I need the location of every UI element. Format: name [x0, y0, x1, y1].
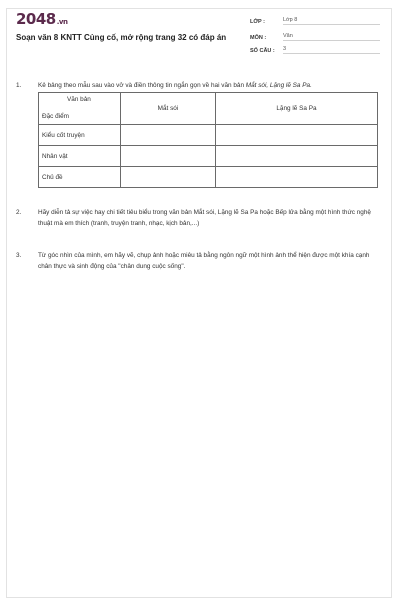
meta-class — [250, 17, 380, 25]
table-row — [39, 125, 378, 146]
meta-subject-value: Văn — [283, 33, 380, 41]
meta-count-value: 3 — [283, 46, 380, 54]
table-row — [39, 146, 378, 167]
row-label: Kiểu cốt truyện — [39, 125, 121, 146]
answer-cell[interactable] — [215, 146, 377, 167]
answer-cell[interactable] — [121, 167, 216, 188]
answer-cell[interactable] — [215, 125, 377, 146]
site-logo[interactable]: 2048.vn — [16, 10, 68, 28]
answer-cell[interactable] — [215, 167, 377, 188]
question-2 — [16, 207, 378, 229]
column-header: Mắt sói — [121, 93, 216, 125]
row-label: Nhân vật — [39, 146, 121, 167]
meta-class-value: Lớp 8 — [283, 17, 380, 25]
answer-cell[interactable] — [121, 146, 216, 167]
meta-subject — [250, 33, 380, 41]
corner-label-top: Văn bản — [67, 96, 91, 103]
table-row — [39, 167, 378, 188]
table-corner-cell — [39, 93, 121, 125]
column-header: Lặng lẽ Sa Pa — [215, 93, 377, 125]
meta-subject-label: MÔN : — [250, 35, 267, 41]
corner-label-bottom: Đặc điểm — [42, 113, 69, 120]
question-text: Từ góc nhìn của mình, em hãy vẽ, chụp ảnh hoặc miêu tả bằng ngôn ngữ một hình ảnh thể hiện được một khía cạnh chân thực và sinh động của "chân dung cuộc sống". — [38, 252, 370, 270]
page-title: Soạn văn 8 KNTT Củng cố, mở rộng trang 32 có đáp án — [16, 33, 227, 42]
meta-count — [250, 46, 380, 54]
row-label: Chủ đề — [39, 167, 121, 188]
question-number: 2. — [16, 209, 22, 216]
question-text: Kẻ bảng theo mẫu sau vào vở và điền thông tin ngắn gọn về hai văn bản Mắt sói, Lặng lẽ Sa Pa. — [38, 82, 312, 89]
meta-count-label: SỐ CÂU : — [250, 48, 275, 54]
question-1 — [16, 80, 378, 91]
comparison-table — [38, 92, 378, 188]
question-text: Hãy diễn tả sự việc hay chi tiết tiêu biểu trong văn bản Mắt sói, Lặng lẽ Sa Pa hoặc Bếp lửa bằng một hình thức nghệ thuật mà em thích (tranh, truyện tranh, nhạc, kịch bản,...) — [38, 209, 371, 227]
question-number: 1. — [16, 82, 22, 89]
question-number: 3. — [16, 252, 22, 259]
answer-cell[interactable] — [121, 125, 216, 146]
meta-class-label: LỚP : — [250, 19, 265, 25]
question-3 — [16, 250, 378, 272]
